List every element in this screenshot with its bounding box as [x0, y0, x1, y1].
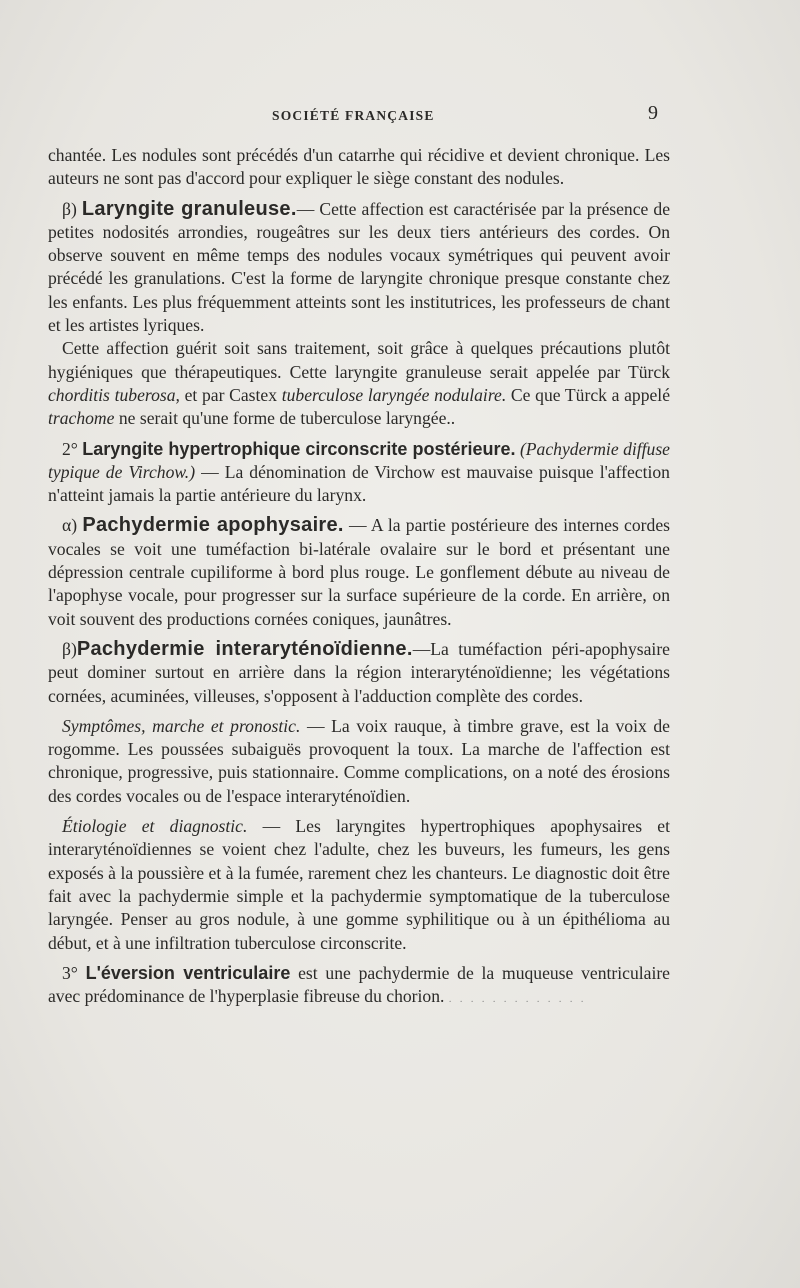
section-italic: Étiologie et diagnostic.	[62, 816, 248, 837]
section-laryngite-hypertrophique	[48, 438, 670, 508]
italic-term: tuberculose laryngée nodulaire.	[281, 384, 507, 405]
section-title: Laryngite granuleuse.	[81, 197, 297, 220]
paragraph-continuation: chantée. Les nodules sont précédés d'un catarrhe qui récidive et devient chronique. Les auteurs ne sont pas d'accord pour expliquer le siège constant des nodules.	[48, 145, 670, 189]
text-span: Ce que Türck a appelé	[510, 384, 671, 405]
section-text: — Cette affection est caractérisée par la présence de petites nodosités arrondies, rougeâtres sur les deux tiers antérieurs des cordes. On observe souvent en même temps des nodules vocaux symétriques qui peuvent avoir précédé les granulations. C'est la forme de laryngite chronique presque constante chez les enfants. Les plus fréquemment atteints sont les institutrices, les professeurs de chant et les artistes lyriques.	[48, 198, 670, 336]
section-title: Pachydermie apophysaire.	[82, 514, 344, 537]
text-span: et par Castex	[184, 384, 278, 405]
section-text: — A la partie postérieure des internes cordes vocales se voit une tuméfaction bi-latérale ovalaire sur le bord et présentant une dépression centrale cupiliforme à bord plus rouge. Le gonflement débute au niveau de l'apophyse vocale, pour progresser sur la surface supérieure de la corde. En arrière, on voit souvent des productions cornées coniques, jaunâtres.	[48, 515, 670, 629]
section-marker: β)	[62, 638, 77, 659]
paragraph-traitement	[48, 337, 670, 430]
section-marker: β)	[62, 198, 77, 219]
page-header	[48, 104, 670, 130]
section-marker: 3°	[62, 962, 78, 983]
section-text: — Les laryngites hypertrophiques apophysaires et interaryténoïdiennes se voient chez l'adulte, chez les buveurs, les fumeurs, les gens exposés à la poussière et à la fumée, rarement chez les chanteurs. Le diagnostic doit être fait avec la pachydermie simple et la pachydermie symptomatique de la tuberculose laryngée. Penser au gros nodule, à une gomme syphilitique ou à un épithélioma au début, et à une infiltration tuberculose circonscrite.	[48, 816, 670, 953]
section-title: Laryngite hypertrophique circonscrite postérieure.	[82, 438, 516, 459]
section-text: — La dénomination de Virchow est mauvaise puisque l'affection n'atteint jamais la partie antérieure du larynx.	[48, 461, 670, 506]
section-etiologie	[48, 815, 670, 955]
section-eversion-ventriculaire	[48, 962, 670, 1012]
section-text: —La tuméfaction péri-apophysaire peut dominer surtout en arrière dans la région interaryténoïdienne; les végétations cornées, acuminées, villeuses, s'opposent à l'adduction complète des cordes.	[48, 638, 670, 706]
text-span: Cette affection guérit soit sans traitement, soit grâce à quelques précautions plutôt hygiéniques que thérapeutiques. Cette laryngite granuleuse serait appelée par Türck	[48, 338, 670, 382]
section-marker: α)	[62, 515, 78, 536]
section-pachydermie-interarytenoidienne	[48, 638, 670, 708]
section-title: L'éversion ventriculaire	[85, 962, 291, 983]
trailing-dots: . . . . . . . . . . . . .	[448, 994, 587, 1006]
italic-term: trachome	[48, 408, 115, 429]
section-laryngite-granuleuse	[48, 198, 670, 338]
section-text: est une pachydermie de la muqueuse ventriculaire avec prédominance de l'hyperplasie fibreuse du chorion.	[48, 962, 670, 1007]
page-number: 9	[648, 102, 658, 124]
text-span: ne serait qu'une forme de tuberculose laryngée..	[118, 408, 456, 429]
section-marker: 2°	[62, 438, 78, 459]
italic-term: chorditis tuberosa,	[48, 384, 180, 405]
section-symptomes	[48, 715, 670, 808]
section-italic: (Pachydermie diffuse typique de Virchow.)	[48, 438, 670, 482]
section-text: — La voix rauque, à timbre grave, est la voix de rogomme. Les poussées subaiguës provoquent la toux. La marche de l'affection est chronique, progressive, puis stationnaire. Comme complications, on a noté des érosions des cordes vocales ou de l'espace interaryténoïdien.	[48, 715, 670, 806]
section-italic: Symptômes, marche et pronostic.	[62, 715, 301, 736]
section-pachydermie-apophysaire	[48, 514, 670, 630]
body-text	[48, 144, 670, 1011]
running-head: SOCIÉTÉ FRANÇAISE	[272, 108, 435, 123]
section-title: Pachydermie interaryténoïdienne.	[76, 637, 413, 660]
